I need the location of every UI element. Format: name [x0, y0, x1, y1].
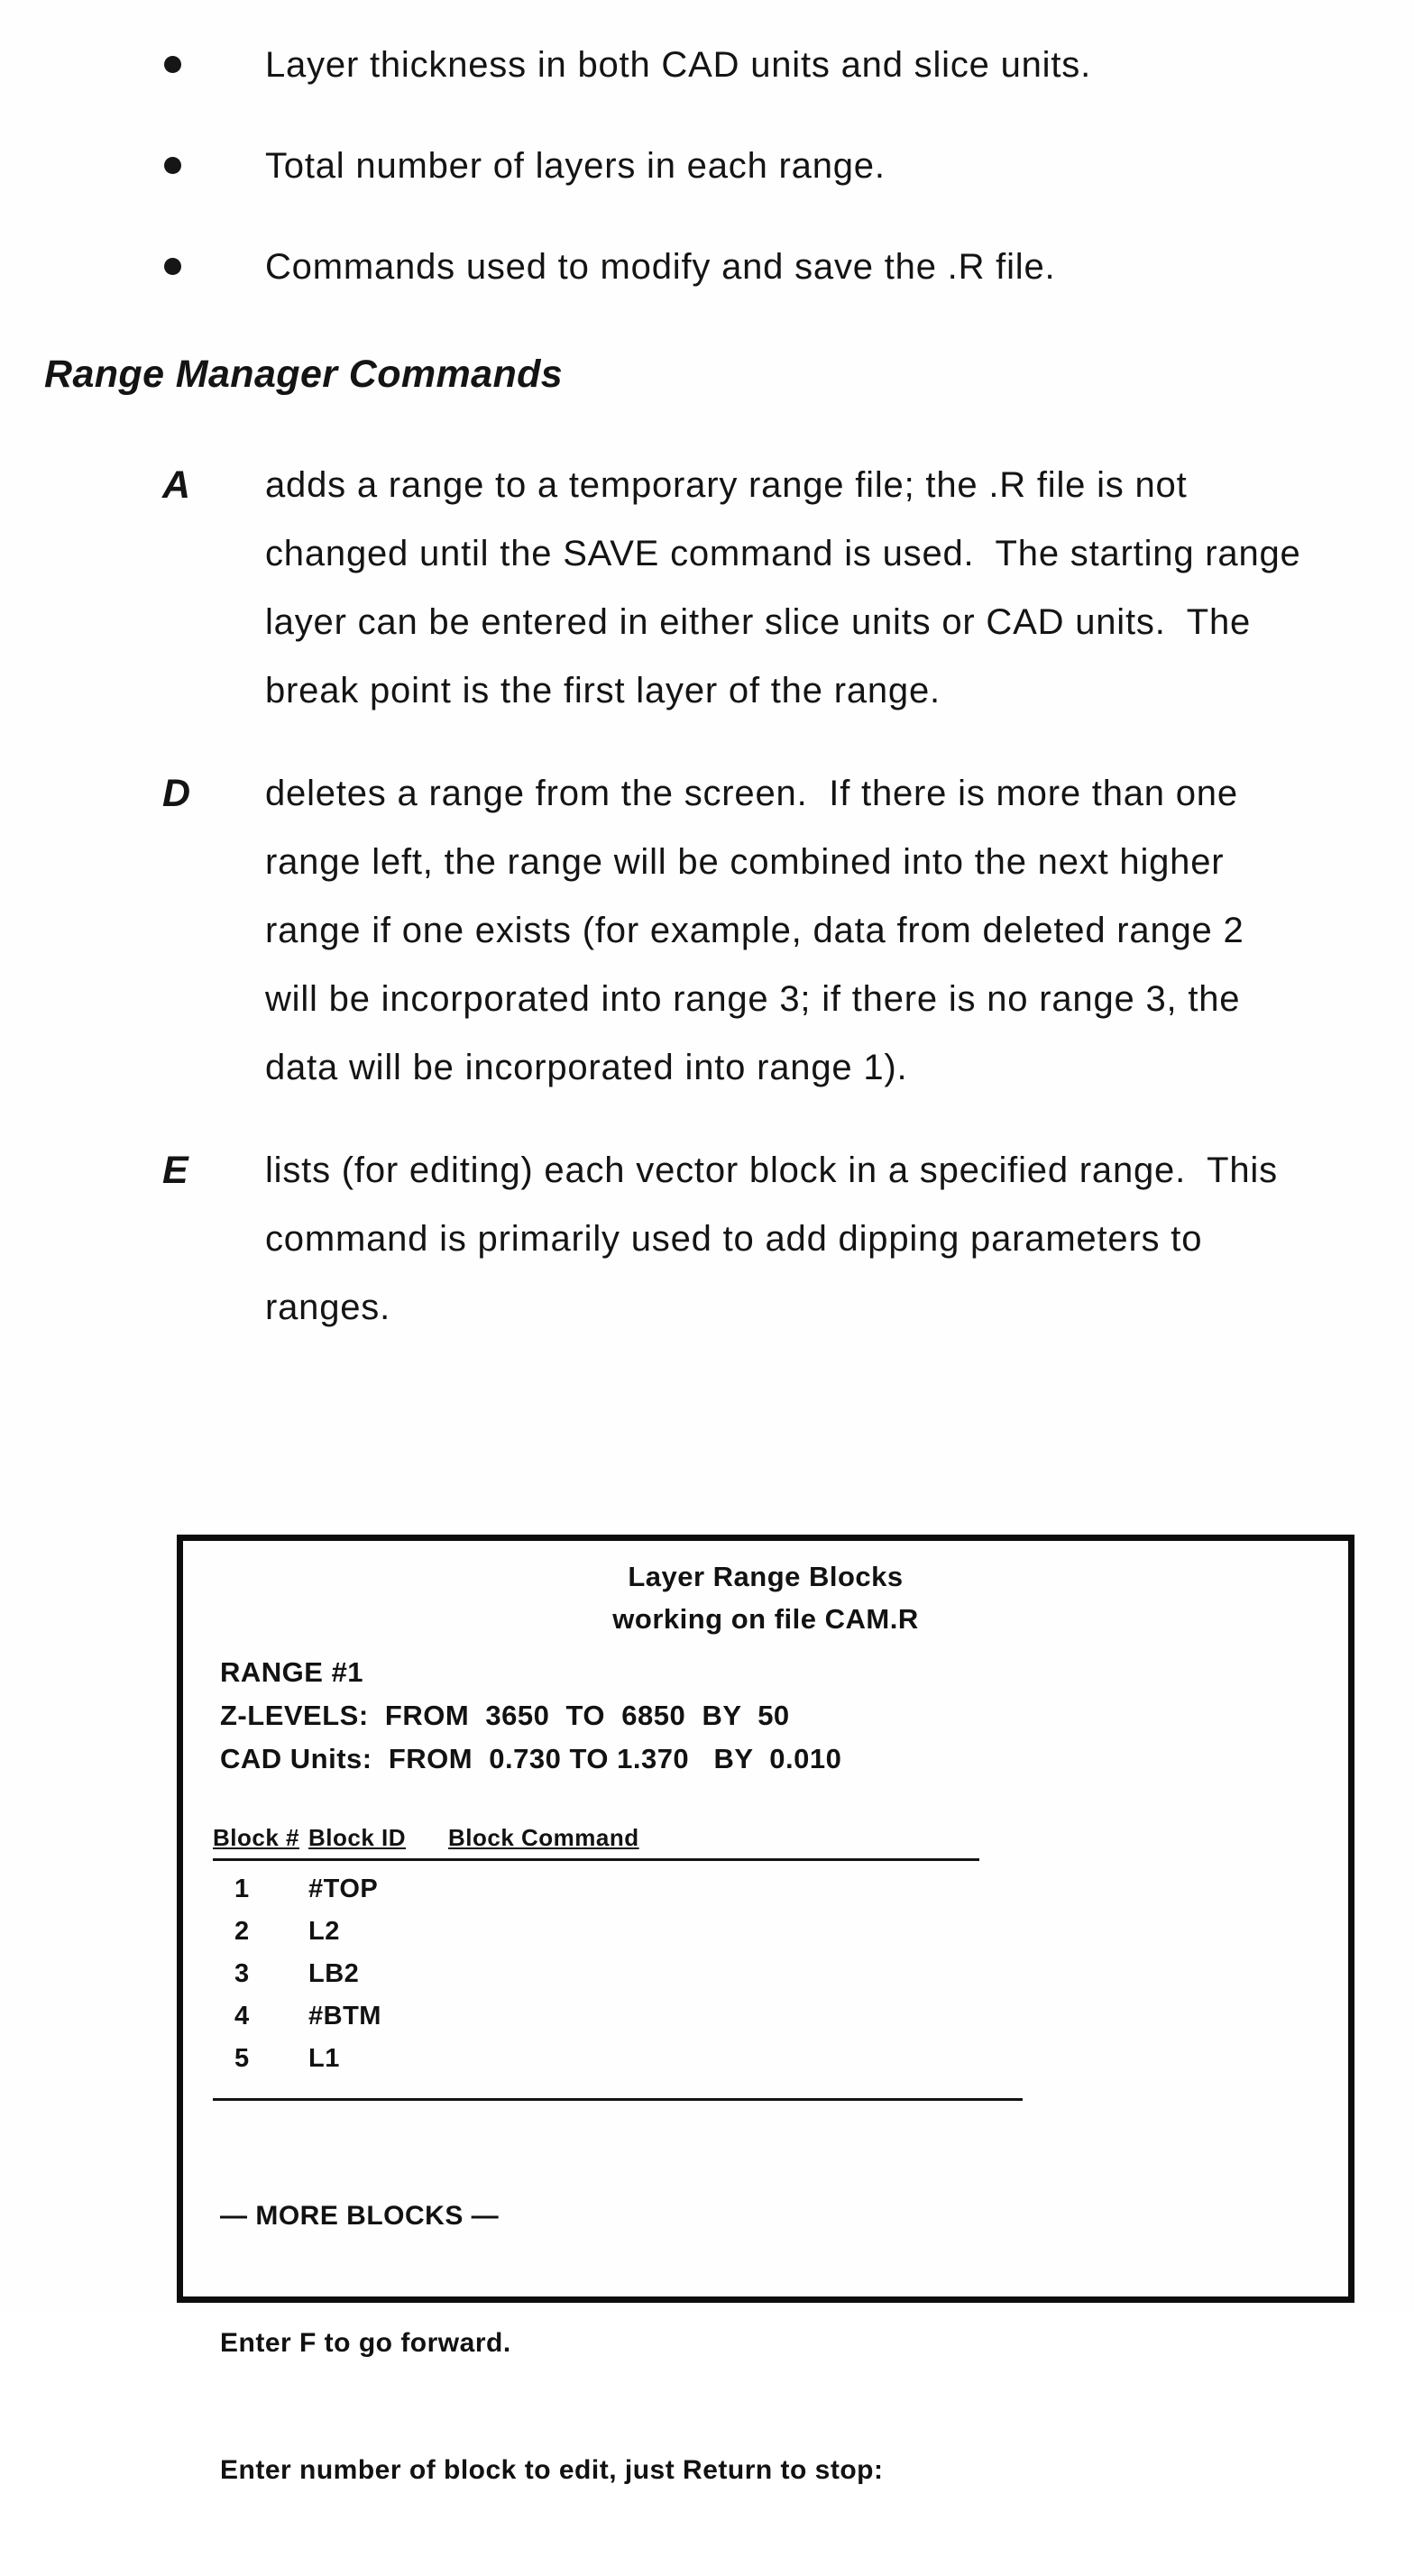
- z-levels-line: Z-LEVELS: FROM 3650 TO 6850 BY 50: [220, 1700, 790, 1731]
- bullet-text: Total number of layers in each range.: [265, 146, 886, 186]
- divider: [213, 2098, 1023, 2101]
- bullet-text: Layer thickness in both CAD units and slice units.: [265, 45, 1091, 85]
- table-row: [234, 1911, 1348, 1953]
- prompt-forward: Enter F to go forward.: [220, 2328, 511, 2358]
- command-key: A: [162, 463, 191, 507]
- block-id: #TOP: [308, 1875, 379, 1903]
- bullet-icon: [164, 258, 181, 275]
- bullet-icon: [164, 56, 181, 73]
- command-entry-a: [162, 451, 1414, 725]
- block-number: 5: [234, 2044, 250, 2073]
- range-label: RANGE #1: [220, 1656, 364, 1688]
- bullet-item: [162, 31, 1362, 99]
- command-entry-e: [162, 1136, 1414, 1342]
- block-id: #BTM: [308, 2002, 381, 2031]
- table-row: [234, 1995, 1348, 2038]
- command-description: lists (for editing) each vector block in a specified range. This command is primarily used to add dipping parameters to ranges.: [265, 1150, 1289, 1327]
- command-key: E: [162, 1149, 188, 1192]
- terminal-screen-box: [177, 1535, 1354, 2485]
- command-entry-d: [162, 759, 1414, 1102]
- cad-units-line: CAD Units: FROM 0.730 TO 1.370 BY 0.010: [220, 1743, 842, 1774]
- bullet-text: Commands used to modify and save the .R file.: [265, 247, 1056, 287]
- block-id: L1: [308, 2044, 340, 2073]
- table-row: [234, 1953, 1348, 1995]
- bullet-icon: [164, 157, 181, 174]
- column-header-block-id: Block ID: [308, 1824, 407, 1851]
- column-header-block-command: Block Command: [448, 1824, 639, 1851]
- column-header-block-num: Block #: [213, 1824, 299, 1851]
- terminal-subtitle: working on file CAM.R: [612, 1603, 919, 1635]
- block-number: 1: [234, 1875, 250, 1903]
- terminal-title: Layer Range Blocks: [628, 1561, 904, 1592]
- section-heading: Range Manager Commands: [44, 353, 564, 396]
- block-table: [183, 1868, 1348, 2080]
- command-key: D: [162, 772, 191, 815]
- terminal-footer: [220, 2110, 1348, 2576]
- block-id: L2: [308, 1917, 340, 1946]
- block-id: LB2: [308, 1959, 360, 1988]
- command-description: deletes a range from the screen. If there is more than one range left, the range will be combined into the next higher range if one exists (for example, data from deleted range 2 will be incorporated into range 3; if there is no range 3, the data will be incorporated into range 1).: [265, 774, 1255, 1087]
- bullet-list: [162, 31, 1414, 301]
- block-number: 4: [234, 2002, 250, 2031]
- block-table-header: [213, 1824, 979, 1861]
- command-description: adds a range to a temporary range file; the .R file is not changed until the SAVE command is used. The starting range layer can be entered in either slice units or CAD units. The break point is the first layer of the range.: [265, 465, 1312, 710]
- block-number: 2: [234, 1917, 250, 1946]
- bullet-item: [162, 132, 1362, 200]
- table-row: [234, 2038, 1348, 2080]
- block-number: 3: [234, 1959, 250, 1988]
- prompt-edit-block: Enter number of block to edit, just Return to stop:: [220, 2455, 884, 2485]
- more-blocks-label: — MORE BLOCKS —: [220, 2201, 500, 2231]
- bullet-item: [162, 233, 1362, 301]
- table-row: [234, 1868, 1348, 1911]
